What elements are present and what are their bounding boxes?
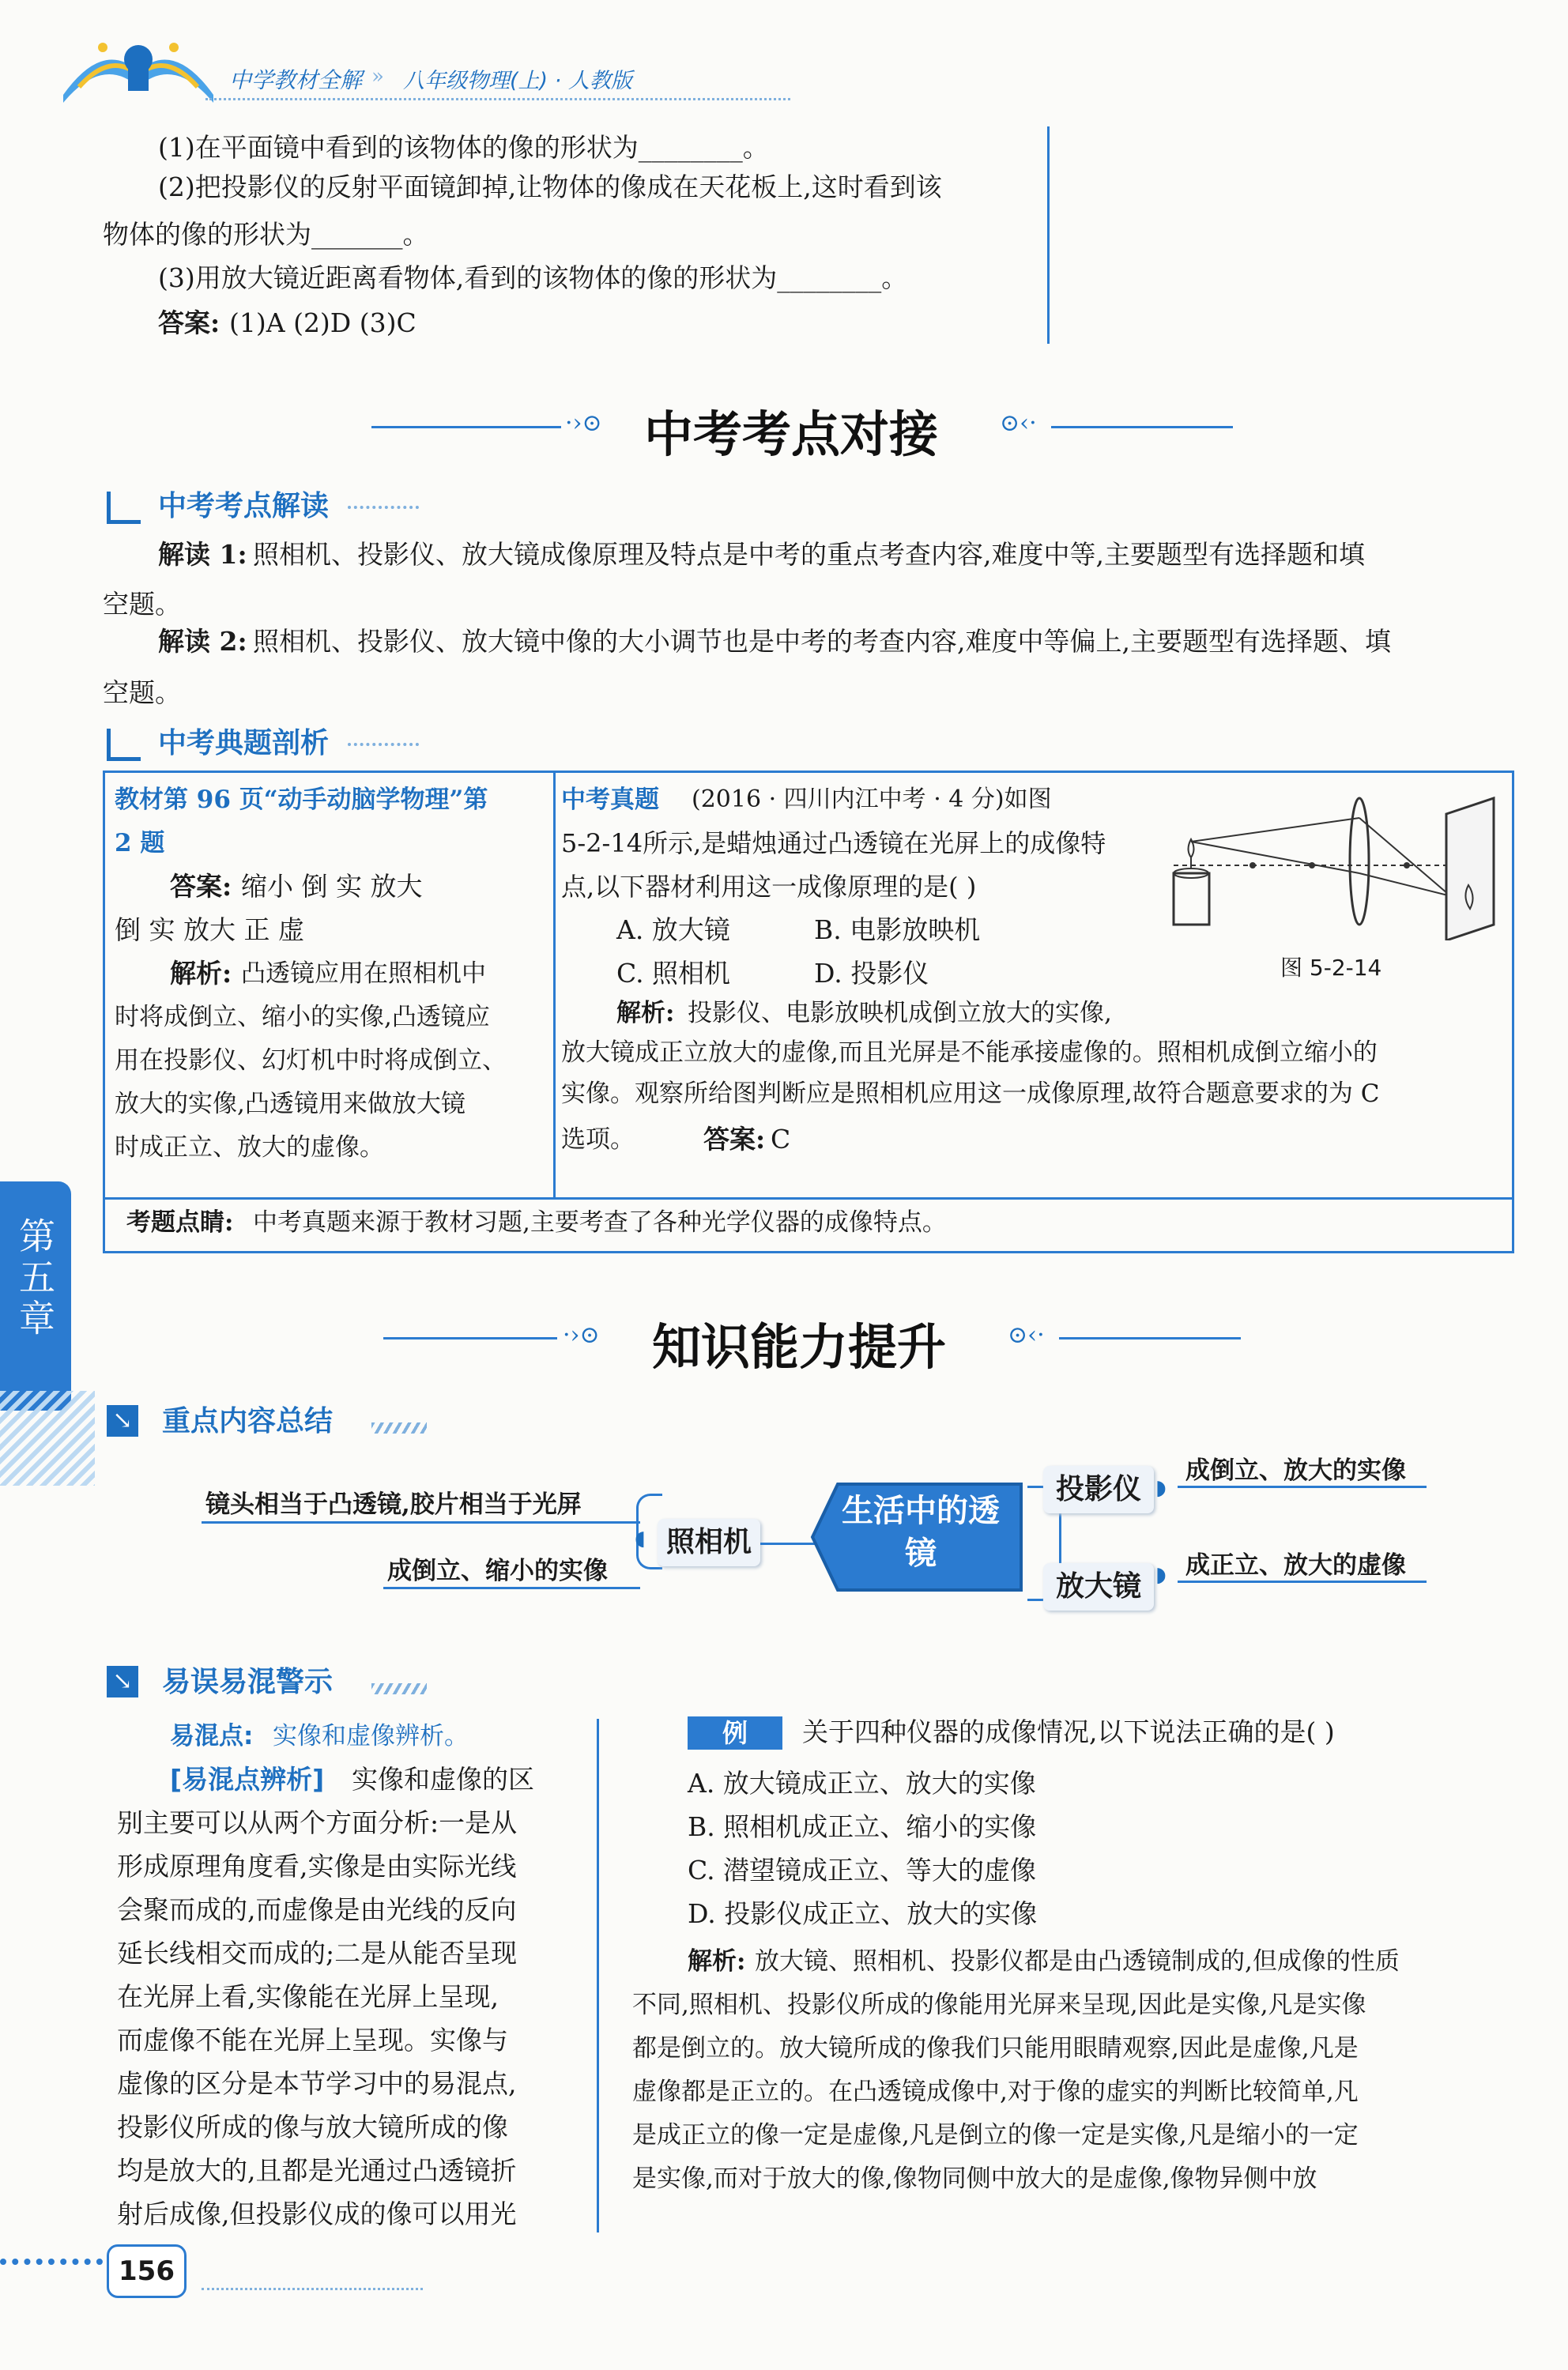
right-cell-analysis-2: 放大镜成正立放大的虚像,而且光屏是不能承接虚像的。照相机成倒立缩小的 xyxy=(561,1038,1378,1067)
figure-caption: 图 5-2-14 xyxy=(1280,955,1382,981)
left-para-9: 均是放大的,且都是光通过凸透镜折 xyxy=(117,2155,517,2186)
confusion-title: 易误易混警示 xyxy=(162,1666,334,1698)
option-c: C. 照相机 xyxy=(616,958,731,989)
chapter-side-tab-label xyxy=(11,1217,58,1350)
section2-title: 知识能力提升 xyxy=(652,1318,947,1376)
left-cell-analysis-4: 放大的实像,凸透镜用来做放大镜 xyxy=(115,1090,466,1118)
reading1-label: 解读 1: xyxy=(158,539,247,570)
box-horizontal-divider xyxy=(103,1197,1512,1200)
page-number: 156 xyxy=(119,2255,175,2287)
sec1-left-ornament-icon: ·›⊙ xyxy=(565,409,602,437)
top-answer-text: (1)A (2)D (3)C xyxy=(229,307,416,338)
left-para-6: 而虚像不能在光屏上呈现。实像与 xyxy=(117,2025,508,2055)
header-bar xyxy=(0,0,1568,111)
book-title: 中学教材全解 xyxy=(229,67,363,93)
left-cell-answer-a: 缩小 倒 实 放大 xyxy=(241,871,423,902)
reading2-label: 解读 2: xyxy=(158,626,247,657)
left-para-3: 会聚而成的,而虚像是由光线的反向 xyxy=(117,1894,517,1925)
left-cell-analysis-label: 解析: xyxy=(170,958,232,989)
option-b: B. 电影放映机 xyxy=(814,914,981,945)
right-cell-answer-text: C xyxy=(771,1124,791,1155)
magnifier-connector-icon: ◗ xyxy=(1155,1563,1167,1587)
right-cell-label: 中考真题 xyxy=(561,786,659,814)
option-d: D. 投影仪 xyxy=(814,958,929,989)
book-subtitle: 八年级物理(上) · 人教版 xyxy=(403,69,632,93)
example-analysis-label: 解析: xyxy=(688,1947,746,1976)
column-divider xyxy=(597,1719,599,2232)
left-cell-analysis-5: 时成正立、放大的虚像。 xyxy=(115,1133,384,1162)
example-label: 例 xyxy=(722,1718,748,1748)
convex-lens-icon xyxy=(1350,798,1369,925)
right-cell-analysis-1: 投影仪、电影放映机成倒立放大的实像, xyxy=(688,999,1112,1027)
right-cell-analysis-label: 解析: xyxy=(616,999,675,1027)
example-option-c: C. 潜望镜成正立、等大的虚像 xyxy=(688,1855,1037,1886)
candle-icon xyxy=(1174,873,1209,925)
top-q1: (1)在平面镜中看到的该物体的像的形状为________。 xyxy=(158,132,769,163)
right-cell-source: (2016 · 四川内江中考 · 4 分)如图 xyxy=(692,786,1052,813)
confuse-point-title: 实像和虚像辨析。 xyxy=(273,1722,469,1750)
reading2-text-b: 空题。 xyxy=(103,677,181,708)
left-para-2: 形成原理角度看,实像是由实际光线 xyxy=(117,1851,517,1882)
example-analysis-5: 是实像,而对于放大的像,像物同侧中放大的是虚像,像物异侧中放 xyxy=(632,2165,1317,2193)
key-content-marker-icon: ↘ xyxy=(107,1405,138,1437)
header-arrow-icon: » xyxy=(371,65,384,89)
right-cell-analysis-3: 实像。观察所给图判断应是照相机应用这一成像原理,故符合题意要求的为 C xyxy=(561,1079,1380,1108)
sec2-left-line xyxy=(383,1337,557,1339)
camera-note-2-underline xyxy=(383,1587,640,1589)
sub2-marker-icon xyxy=(107,729,141,761)
right-cell-question-b: 点,以下器材利用这一成像原理的是( ) xyxy=(561,872,977,902)
left-cell-analysis-1: 凸透镜应用在照相机中 xyxy=(241,959,486,988)
sub1-title: 中考考点解读 xyxy=(158,490,330,522)
top-q2a: (2)把投影仪的反射平面镜卸掉,让物体的像成在天花板上,这时看到该 xyxy=(158,171,942,202)
confusion-stripes xyxy=(371,1683,427,1694)
center-node-label xyxy=(838,1490,1004,1575)
section1-title: 中考考点对接 xyxy=(644,405,939,463)
magnifier-node: 放大镜 xyxy=(1043,1563,1154,1611)
projector-note-underline xyxy=(1178,1486,1427,1488)
camera-node: 照相机 xyxy=(658,1519,760,1566)
option-a: A. 放大镜 xyxy=(616,914,730,945)
left-cell-analysis-3: 用在投影仪、幻灯机中时将成倒立、 xyxy=(115,1046,507,1075)
left-para-10: 射后成像,但投影仪成的像可以用光 xyxy=(117,2199,517,2229)
sec2-right-line xyxy=(1059,1337,1241,1339)
side-stripes xyxy=(0,1391,95,1486)
chapter-label: 第五章 xyxy=(13,1217,56,1340)
sub1-marker-icon xyxy=(107,492,141,524)
page-number-box xyxy=(107,2244,187,2298)
example-option-d: D. 投影仪成正立、放大的实像 xyxy=(688,1898,1038,1929)
magnifier-note: 成正立、放大的虚像 xyxy=(1185,1551,1406,1580)
camera-note-1-underline xyxy=(202,1521,640,1524)
left-para-0: 实像和虚像的区 xyxy=(352,1764,534,1795)
sec1-right-ornament-icon: ⊙‹· xyxy=(1000,409,1037,437)
reading1-text-b: 空题。 xyxy=(103,589,181,620)
sec2-left-ornament-icon: ·›⊙ xyxy=(563,1321,600,1349)
key-content-title: 重点内容总结 xyxy=(162,1405,334,1437)
projector-node: 投影仪 xyxy=(1043,1466,1154,1513)
camera-connector-icon: ◖ xyxy=(635,1527,646,1550)
right-cell-analysis-4: 选项。 xyxy=(561,1125,635,1154)
book-logo-icon xyxy=(55,24,221,111)
left-para-1: 别主要可以从两个方面分析:一是从 xyxy=(117,1807,518,1838)
left-cell-answer-label: 答案: xyxy=(170,871,232,902)
left-cell-answer-b: 倒 实 放大 正 虚 xyxy=(115,914,304,945)
example-analysis-1: 不同,照相机、投影仪所成的像能用光屏来呈现,因此是实像,凡是实像 xyxy=(632,1991,1366,2019)
tip-label: 考题点睛: xyxy=(126,1208,234,1237)
box-vertical-divider xyxy=(553,771,556,1197)
sec1-left-line xyxy=(371,426,561,428)
right-cell-question-a: 5-2-14所示,是蜡烛通过凸透镜在光屏上的成像特 xyxy=(561,828,1106,858)
header-dotted-line xyxy=(205,98,790,100)
sub2-title: 中考典题剖析 xyxy=(158,727,330,759)
example-option-b: B. 照相机成正立、缩小的实像 xyxy=(688,1811,1037,1842)
camera-note-2: 成倒立、缩小的实像 xyxy=(387,1557,608,1585)
analysis-label: [易混点辨析] xyxy=(170,1764,325,1795)
top-divider xyxy=(1047,126,1050,344)
left-cell-head-b: 2 题 xyxy=(115,829,165,857)
screen-icon xyxy=(1446,798,1494,940)
projector-connector-icon: ◗ xyxy=(1155,1476,1167,1500)
example-question: 关于四种仪器的成像情况,以下说法正确的是( ) xyxy=(802,1716,1335,1747)
example-analysis-0: 放大镜、照相机、投影仪都是由凸透镜制成的,但成像的性质 xyxy=(755,1947,1400,1976)
left-para-8: 投影仪所成的像与放大镜所成的像 xyxy=(117,2112,508,2142)
tip-text: 中考真题来源于教材习题,主要考查了各种光学仪器的成像特点。 xyxy=(253,1208,947,1237)
example-option-a: A. 放大镜成正立、放大的实像 xyxy=(688,1768,1036,1799)
camera-note-1: 镜头相当于凸透镜,胶片相当于光屏 xyxy=(205,1490,582,1519)
lens-experiment-figure xyxy=(1162,782,1510,940)
top-q2b: 物体的像的形状为_______。 xyxy=(103,219,429,250)
right-cell-answer-label: 答案: xyxy=(703,1124,766,1155)
confusion-marker-icon: ↘ xyxy=(107,1666,138,1697)
magnifier-note-underline xyxy=(1178,1581,1427,1583)
projector-note: 成倒立、放大的实像 xyxy=(1185,1456,1406,1485)
left-para-5: 在光屏上看,实像能在光屏上呈现, xyxy=(117,1981,499,2012)
example-analysis-3: 虚像都是正立的。在凸透镜成像中,对于像的虚实的判断比较简单,凡 xyxy=(632,2078,1359,2106)
left-cell-head-a: 教材第 96 页“动手动脑学物理”第 xyxy=(115,786,488,814)
sec2-right-ornament-icon: ⊙‹· xyxy=(1008,1321,1045,1349)
example-analysis-4: 是成正立的像一定是虚像,凡是倒立的像一定是实像,凡是缩小的一定 xyxy=(632,2121,1359,2150)
footer-dots xyxy=(0,2259,103,2265)
key-content-stripes xyxy=(371,1422,427,1434)
confuse-point-label: 易混点: xyxy=(170,1722,254,1750)
example-badge xyxy=(688,1716,782,1750)
reading2-text-a: 照相机、投影仪、放大镜中像的大小调节也是中考的考查内容,难度中等偏上,主要题型有选择题、填 xyxy=(253,626,1391,657)
sec1-right-line xyxy=(1051,426,1233,428)
top-answer-label: 答案: xyxy=(158,307,220,338)
left-para-7: 虚像的区分是本节学习中的易混点, xyxy=(117,2068,517,2099)
top-q3: (3)用放大镜近距离看物体,看到的该物体的像的形状为________。 xyxy=(158,262,908,293)
center-node-text: 生活中的透镜 xyxy=(842,1493,1000,1572)
example-analysis-2: 都是倒立的。放大镜所成的像我们只能用眼睛观察,因此是虚像,凡是 xyxy=(632,2034,1359,2063)
footer-line xyxy=(202,2288,423,2290)
left-cell-analysis-2: 时将成倒立、缩小的实像,凸透镜应 xyxy=(115,1003,490,1031)
sub2-dots xyxy=(348,743,419,746)
sub1-dots xyxy=(348,506,419,509)
left-para-4: 延长线相交而成的;二是从能否呈现 xyxy=(117,1938,518,1969)
reading1-text-a: 照相机、投影仪、放大镜成像原理及特点是中考的重点考查内容,难度中等,主要题型有选择题和填 xyxy=(253,539,1365,570)
